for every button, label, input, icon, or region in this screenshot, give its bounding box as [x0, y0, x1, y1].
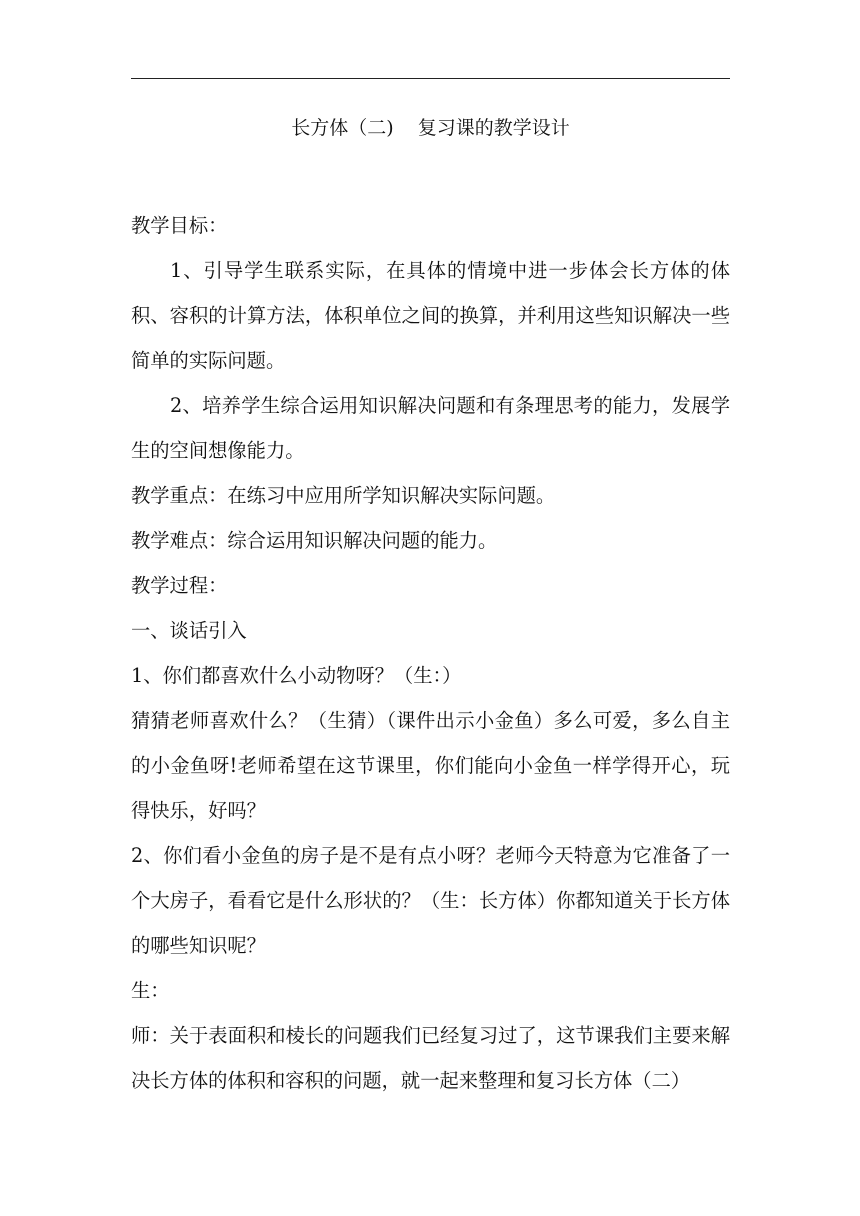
paragraph-teacher: 师：关于表面积和棱长的问题我们已经复习过了，这节课我们主要来解决长方体的体积和容积的问题，就一起来整理和复习长方体（二） — [131, 1024, 730, 1092]
paragraph-step-1-detail: 猜猜老师喜欢什么？（生猜）（课件出示小金鱼）多么可爱，多么自主的小金鱼呀!老师希望在这节课里，你们能向小金鱼一样学得开心，玩得快乐，好吗？ — [131, 709, 730, 822]
document-body — [131, 203, 730, 1103]
paragraph-step-2: 2、你们看小金鱼的房子是不是有点小呀？老师今天特意为它准备了一个大房子，看看它是什么形状的？（生：长方体）你都知道关于长方体的哪些知识呢？ — [131, 844, 730, 957]
paragraph-objective-2: 2、培养学生综合运用知识解决问题和有条理思考的能力，发展学生的空间想像能力。 — [131, 394, 730, 462]
header-rule — [131, 78, 730, 79]
paragraph-student: 生： — [131, 979, 170, 1002]
paragraph-objectives-heading: 教学目标： — [131, 214, 228, 237]
paragraph-key-points: 教学重点：在练习中应用所学知识解决实际问题。 — [131, 484, 556, 507]
document-title: 长方体（二) 复习课的教学设计 — [291, 117, 570, 139]
paragraph-difficulties: 教学难点：综合运用知识解决问题的能力。 — [131, 529, 498, 552]
paragraph-process-heading: 教学过程： — [131, 574, 228, 597]
paragraph-section-1-heading: 一、谈话引入 — [131, 619, 247, 642]
paragraph-objective-1: 1、引导学生联系实际，在具体的情境中进一步体会长方体的体积、容积的计算方法，体积单位之间的换算，并利用这些知识解决一些简单的实际问题。 — [131, 259, 730, 372]
paragraph-step-1: 1、你们都喜欢什么小动物呀？（生：） — [131, 664, 462, 687]
